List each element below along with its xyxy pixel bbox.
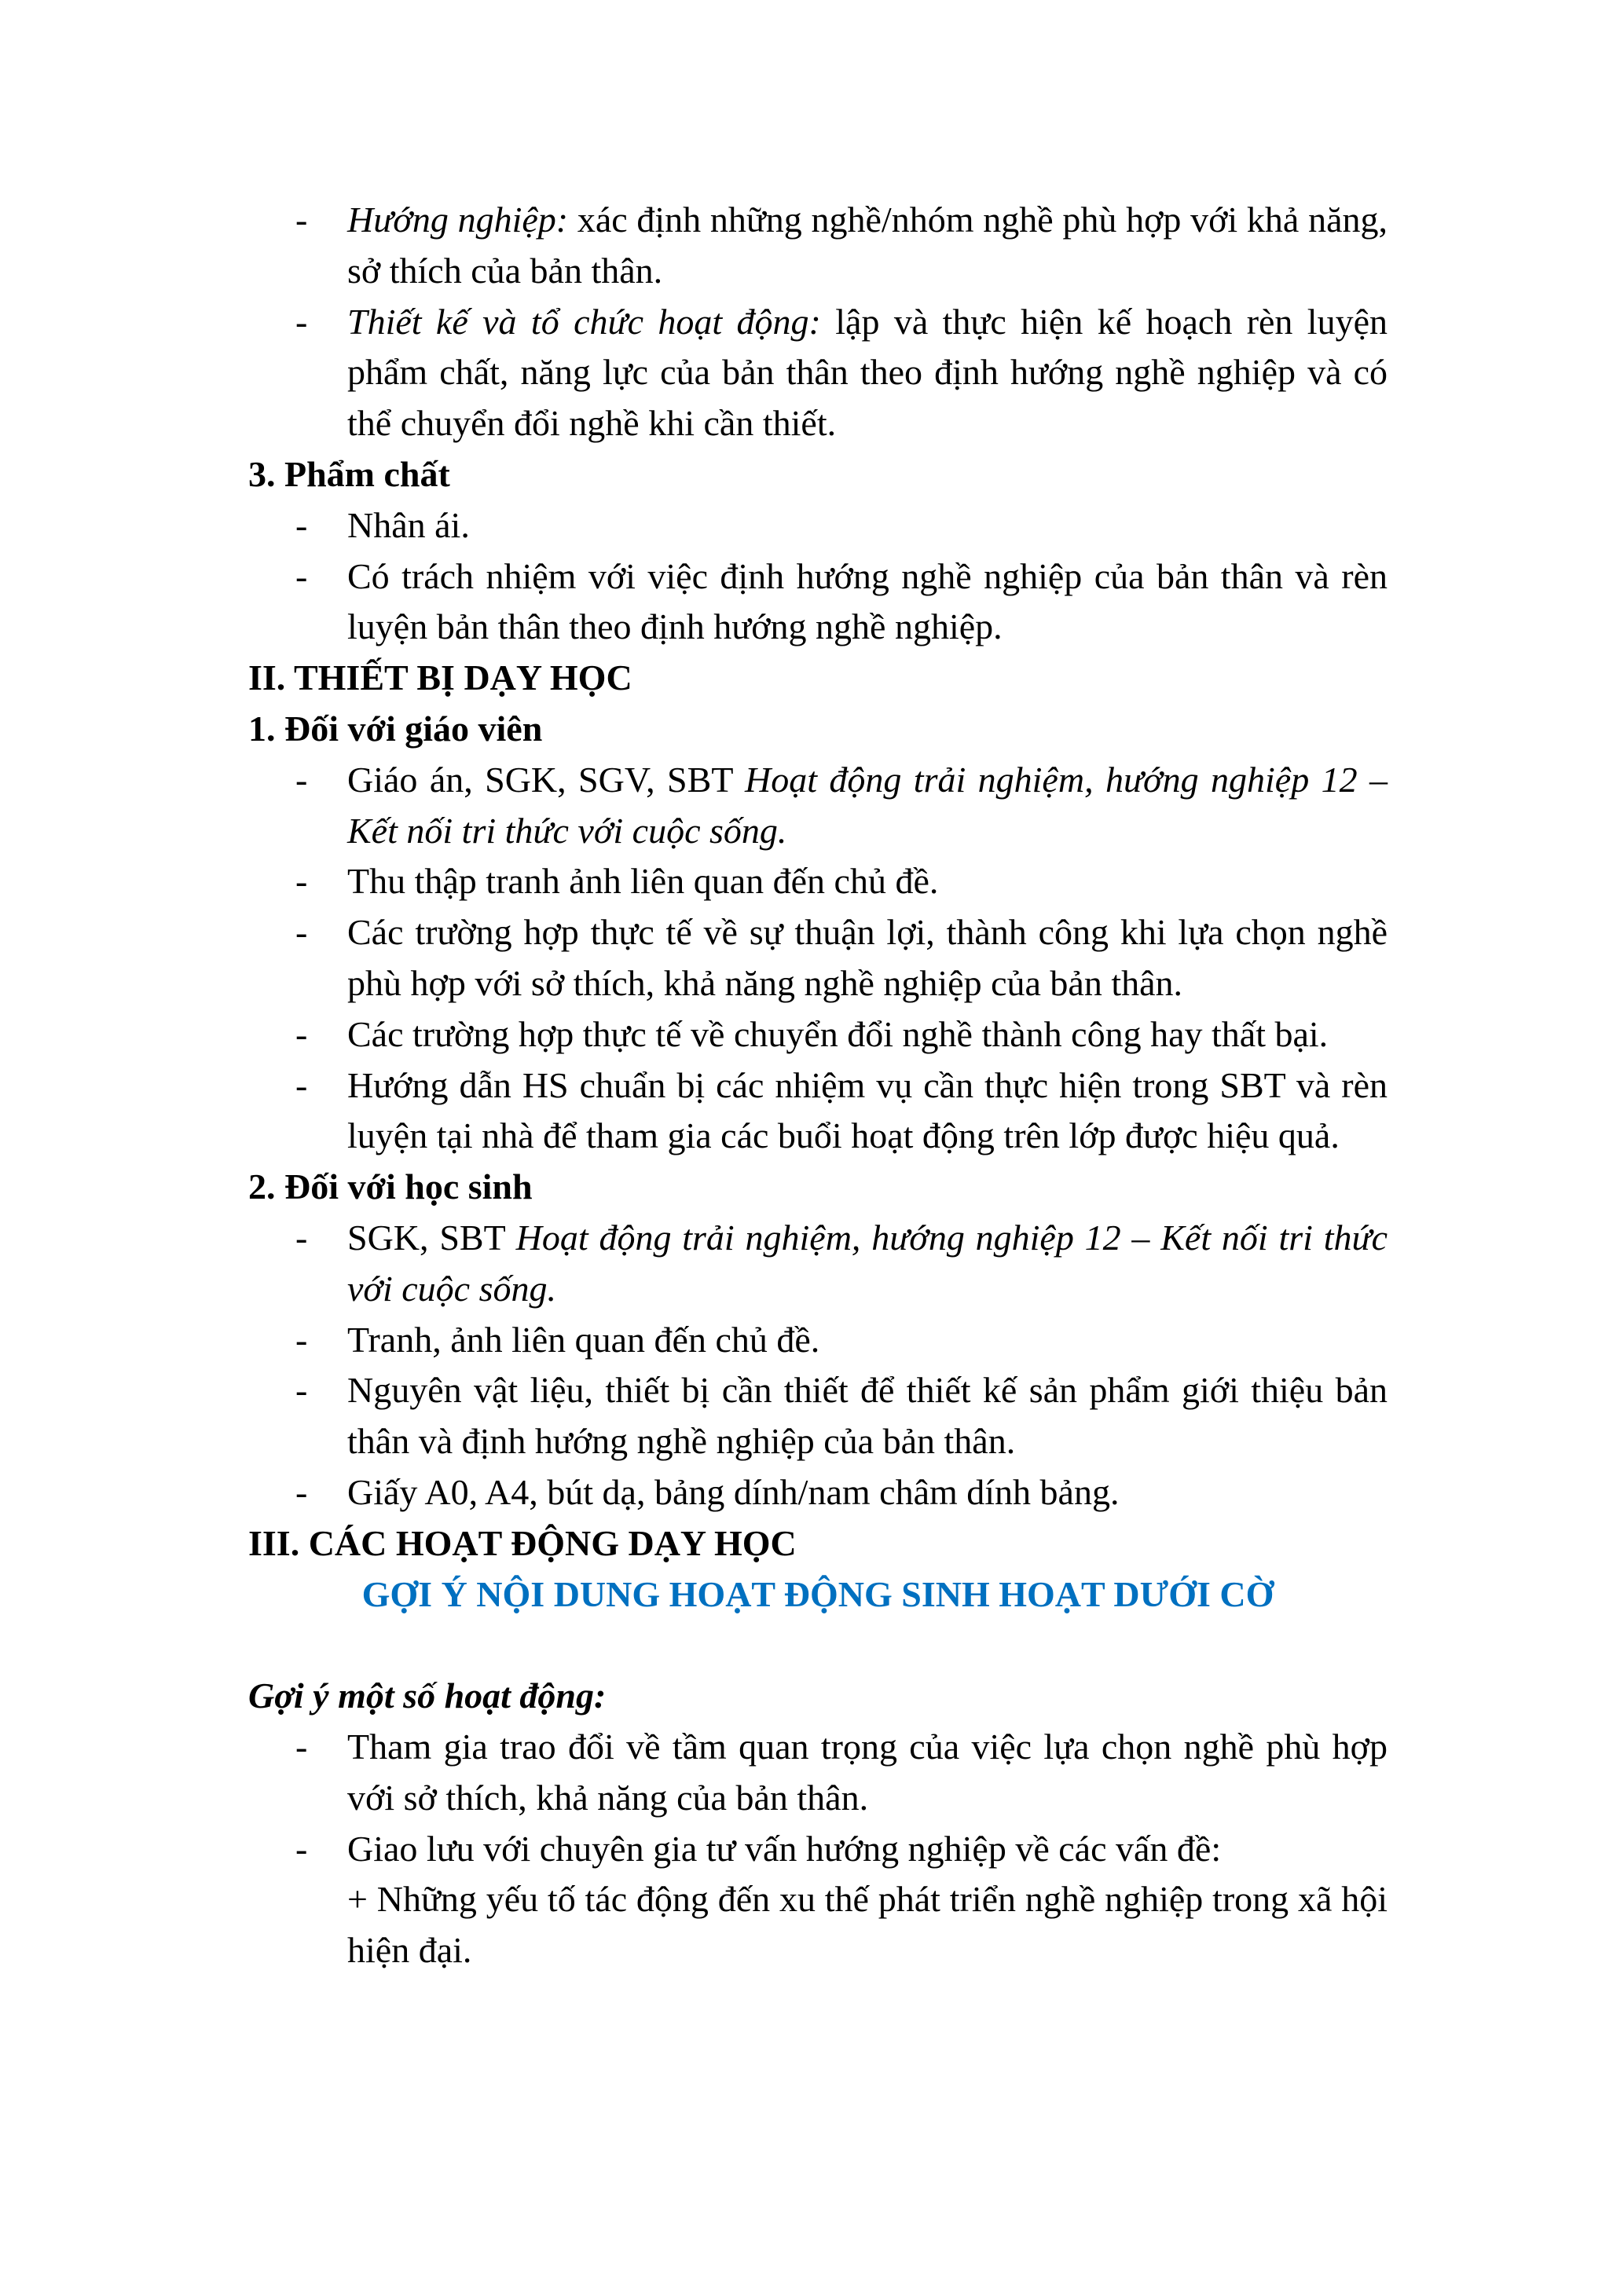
bullet-dash: - <box>295 912 308 953</box>
list-item <box>248 1824 1388 1875</box>
heading-equipment: II. THIẾT BỊ DẠY HỌC <box>248 657 632 698</box>
list-item <box>248 297 1388 449</box>
bullet-dash: - <box>295 1370 308 1411</box>
heading-teacher: 1. Đối với giáo viên <box>248 708 543 749</box>
list-item <box>248 1467 1388 1518</box>
list-suggestions <box>248 1722 1388 1874</box>
list-item <box>248 1060 1388 1163</box>
list-item-italic-text: Thiết kế và tổ chức hoạt động: <box>347 301 821 342</box>
list-teacher <box>248 755 1388 1162</box>
list-item-post-text: Hướng dẫn HS chuẩn bị các nhiệm vụ cần thực hiện trong SBT và rèn luyện tại nhà để tham gia các buổi hoạt động trên lớp được hiệu quả. <box>347 1064 1388 1156</box>
list-item <box>248 551 1388 654</box>
list-item-post-text: Tham gia trao đổi về tầm quan trọng của việc lựa chọn nghề phù hợp với sở thích, khả năng của bản thân. <box>347 1726 1388 1818</box>
list-item-post-text: xác định những nghề/nhóm nghề phù hợp với khả năng, sở thích của bản thân. <box>347 200 1388 291</box>
list-item-post-text: Các trường hợp thực tế về chuyển đổi nghề thành công hay thất bại. <box>347 1013 1329 1054</box>
suggestion-heading-text: Gợi ý một số hoạt động: <box>248 1675 607 1716</box>
list-item-italic-text: Hoạt động trải nghiệm, hướng nghiệp 12 – Kết nối tri thức với cuộc sống. <box>347 1217 1388 1309</box>
heading-activities: III. CÁC HOẠT ĐỘNG DẠY HỌC <box>248 1522 797 1563</box>
heading-student: 2. Đối với học sinh <box>248 1166 533 1207</box>
list-qualities <box>248 500 1388 653</box>
list-item <box>248 856 1388 907</box>
list-item <box>248 1315 1388 1366</box>
list-item <box>248 907 1388 1009</box>
list-item-pre-text: SGK, SBT <box>347 1217 516 1258</box>
list-item-post-text: Các trường hợp thực tế về sự thuận lợi, thành công khi lựa chọn nghề phù hợp với sở thích, khả năng nghề nghiệp của bản thân. <box>347 912 1388 1003</box>
list-item <box>248 1365 1388 1467</box>
bullet-dash: - <box>295 1726 308 1767</box>
bullet-dash: - <box>295 1319 308 1360</box>
list-item-italic-text: Hướng nghiệp: <box>347 200 569 240</box>
list-item-post-text: Giao lưu với chuyên gia tư vấn hướng nghiệp về các vấn đề: <box>347 1828 1222 1869</box>
bullet-dash: - <box>295 555 308 596</box>
list-student <box>248 1213 1388 1518</box>
list-item-post-text: lập và thực hiện kế hoạch rèn luyện phẩm chất, năng lực của bản thân theo định hướng nghề nghiệp và có thể chuyển đổi nghề khi cần thiết. <box>347 301 1388 444</box>
list-item-pre-text: Giáo án, SGK, SGV, SBT <box>347 759 745 800</box>
list-item-post-text: Nhân ái. <box>347 504 470 545</box>
bullet-dash: - <box>295 1471 308 1512</box>
suggestion-heading <box>248 1671 1388 1722</box>
bullet-dash: - <box>295 301 308 342</box>
list-item <box>248 1009 1388 1060</box>
list-item-post-text: Giấy A0, A4, bút dạ, bảng dính/nam châm dính bảng. <box>347 1471 1120 1512</box>
document-page <box>248 195 1388 1976</box>
bullet-dash: - <box>295 1828 308 1869</box>
list-item-italic-text: Hoạt động trải nghiệm, hướng nghiệp 12 – Kết nối tri thức với cuộc sống. <box>347 759 1388 851</box>
bullet-dash: - <box>295 1013 308 1054</box>
list-item <box>248 500 1388 551</box>
blue-section-title: GỢI Ý NỘI DUNG HOẠT ĐỘNG SINH HOẠT DƯỚI CỜ <box>361 1573 1274 1614</box>
list-item-post-text: Nguyên vật liệu, thiết bị cần thiết để thiết kế sản phẩm giới thiệu bản thân và định hướng nghề nghiệp của bản thân. <box>347 1370 1388 1462</box>
bullet-dash: - <box>295 1064 308 1105</box>
list-item-post-text: Tranh, ảnh liên quan đến chủ đề. <box>347 1319 820 1360</box>
list-item-post-text: Có trách nhiệm với việc định hướng nghề nghiệp của bản thân và rèn luyện bản thân theo định hướng nghề nghiệp. <box>347 555 1388 647</box>
heading-qualities: 3. Phẩm chất <box>248 453 450 494</box>
bullet-dash: - <box>295 200 308 240</box>
bullet-dash: - <box>295 759 308 800</box>
sub-item: + Những yếu tố tác động đến xu thế phát triển nghề nghiệp trong xã hội hiện đại. <box>347 1879 1388 1971</box>
bullet-dash: - <box>295 1217 308 1258</box>
list-item <box>248 195 1388 297</box>
list-item <box>248 755 1388 857</box>
list-item-post-text: Thu thập tranh ảnh liên quan đến chủ đề. <box>347 861 939 902</box>
bullet-dash: - <box>295 504 308 545</box>
bullet-dash: - <box>295 861 308 902</box>
list-item <box>248 1213 1388 1315</box>
list-item <box>248 1722 1388 1824</box>
list-career-skills <box>248 195 1388 449</box>
